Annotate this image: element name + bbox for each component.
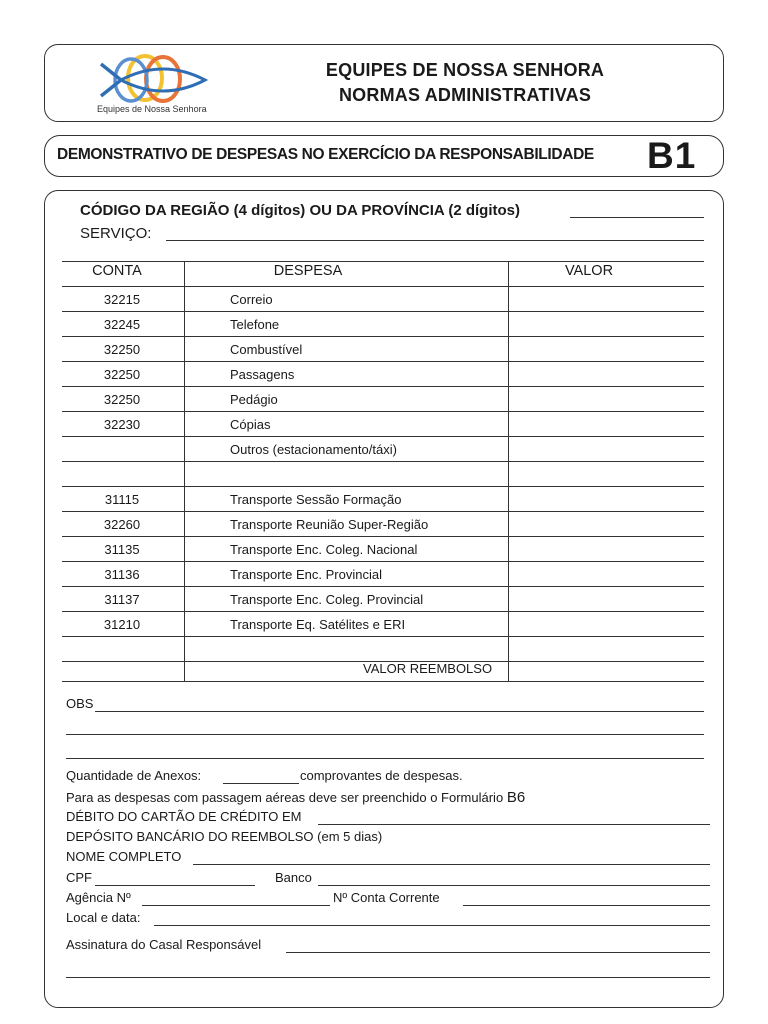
attachments-label: Quantidade de Anexos: [66, 768, 202, 783]
region-code-label: CÓDIGO DA REGIÃO (4 dígitos) OU DA PROVÍNCIA (2 dígitos) [80, 202, 521, 219]
expense-description: Outros (estacionamento/táxi) [230, 442, 397, 457]
credit-card-label: DÉBITO DO CARTÃO DE CRÉDITO EM [66, 809, 302, 824]
obs-label: OBS [66, 696, 94, 711]
value-cell[interactable] [509, 561, 704, 586]
account-code: 31137 [104, 592, 140, 607]
table-row [62, 536, 704, 561]
account-code: 31135 [104, 542, 140, 557]
place-date-field[interactable] [154, 925, 710, 926]
branch-label: Agência Nº [66, 890, 131, 905]
full-name-field[interactable] [193, 864, 710, 865]
expense-description: Cópias [230, 417, 271, 432]
account-code: 32260 [103, 517, 141, 532]
document-type: NORMAS ADMINISTRATIVAS [338, 85, 592, 105]
table-row [62, 486, 704, 511]
column-divider [508, 261, 509, 681]
branch-field[interactable] [142, 905, 330, 906]
account-number-label: Nº Conta Corrente [333, 890, 440, 905]
value-cell[interactable] [509, 486, 704, 511]
value-cell[interactable] [509, 536, 704, 561]
logo-caption: Equipes de Nossa Senhora [97, 104, 207, 114]
table-row [62, 611, 704, 636]
value-cell[interactable] [509, 386, 704, 411]
account-code: 32215 [103, 292, 141, 307]
air-travel-form-code: B6 [506, 789, 526, 806]
value-cell[interactable] [509, 511, 704, 536]
column-divider [184, 261, 185, 681]
table-bottom-border [62, 681, 704, 682]
air-travel-note-text: Para as despesas com passagem aéreas deve ser preenchido o Formulário [66, 790, 504, 805]
expense-description: Transporte Enc. Coleg. Provincial [230, 592, 424, 607]
value-cell[interactable] [509, 286, 704, 311]
bank-deposit-label: DEPÓSITO BANCÁRIO DO REEMBOLSO (em 5 dias) [66, 829, 383, 844]
place-date-label: Local e data: [66, 910, 141, 925]
expense-description: Telefone [230, 317, 280, 332]
table-row [62, 561, 704, 586]
table-row [62, 511, 704, 536]
value-cell[interactable] [509, 361, 704, 386]
full-name-label: NOME COMPLETO [66, 849, 182, 864]
form-title-bar [44, 135, 724, 177]
credit-card-field[interactable] [318, 824, 710, 825]
service-label: SERVIÇO: [80, 225, 152, 242]
value-cell[interactable] [509, 336, 704, 361]
expense-description: Transporte Enc. Provincial [230, 567, 382, 582]
attachments-count-field[interactable] [223, 783, 299, 784]
form-code: B1 [647, 135, 697, 176]
table-row [62, 386, 704, 411]
header-box [44, 44, 724, 122]
table-row [62, 336, 704, 361]
value-cell[interactable] [509, 436, 704, 461]
signature-field-line[interactable] [66, 977, 710, 978]
cpf-field[interactable] [95, 885, 255, 886]
expense-description: Transporte Reunião Super-Região [230, 517, 429, 532]
expense-description: Pedágio [230, 392, 278, 407]
table-row [62, 361, 704, 386]
signature-label: Assinatura do Casal Responsável [66, 937, 262, 952]
value-cell[interactable] [509, 611, 704, 636]
bank-label: Banco [275, 870, 312, 885]
reimbursement-label: VALOR REEMBOLSO [363, 661, 493, 676]
column-header-expense: DESPESA [273, 263, 343, 279]
account-code: 32230 [103, 417, 141, 432]
table-row [62, 586, 704, 611]
expense-description: Transporte Sessão Formação [230, 492, 402, 507]
table-row [62, 411, 704, 436]
table-row [62, 436, 704, 461]
account-code: 32250 [103, 342, 141, 357]
service-field[interactable] [166, 240, 704, 241]
table-top-border [62, 261, 704, 262]
expense-description: Combustível [230, 342, 303, 357]
expense-description: Transporte Enc. Coleg. Nacional [230, 542, 418, 557]
attachments-suffix: comprovantes de despesas. [300, 768, 463, 783]
account-code: 31210 [103, 617, 141, 632]
organization-name: EQUIPES DE NOSSA SENHORA [325, 60, 605, 80]
value-cell[interactable] [509, 461, 704, 486]
account-code: 31115 [104, 492, 140, 507]
table-row [62, 286, 704, 311]
column-header-value: VALOR [564, 263, 614, 279]
value-cell[interactable] [509, 311, 704, 336]
expense-description: Transporte Eq. Satélites e ERI [230, 617, 406, 632]
account-code: 32250 [103, 392, 141, 407]
expense-description: Passagens [230, 367, 295, 382]
account-number-field[interactable] [463, 905, 710, 906]
value-cell[interactable] [509, 586, 704, 611]
account-code: 32250 [103, 367, 141, 382]
form-title: DEMONSTRATIVO DE DESPESAS NO EXERCÍCIO DA RESPONSABILIDADE [57, 146, 594, 163]
table-row [62, 461, 704, 486]
expense-description: Correio [230, 292, 273, 307]
table-row [62, 311, 704, 336]
cpf-label: CPF [66, 870, 92, 885]
account-code: 32245 [103, 317, 141, 332]
account-code: 31136 [104, 567, 140, 582]
region-code-field[interactable] [570, 217, 704, 218]
table-row [62, 636, 704, 661]
column-header-account: CONTA [92, 263, 142, 279]
signature-field[interactable] [286, 952, 710, 953]
bank-field[interactable] [318, 885, 710, 886]
air-travel-note [66, 789, 525, 806]
obs-field-line[interactable] [66, 758, 704, 759]
value-cell[interactable] [509, 411, 704, 436]
value-cell[interactable] [509, 636, 704, 661]
obs-field-line[interactable] [66, 734, 704, 735]
obs-field[interactable] [95, 711, 704, 712]
